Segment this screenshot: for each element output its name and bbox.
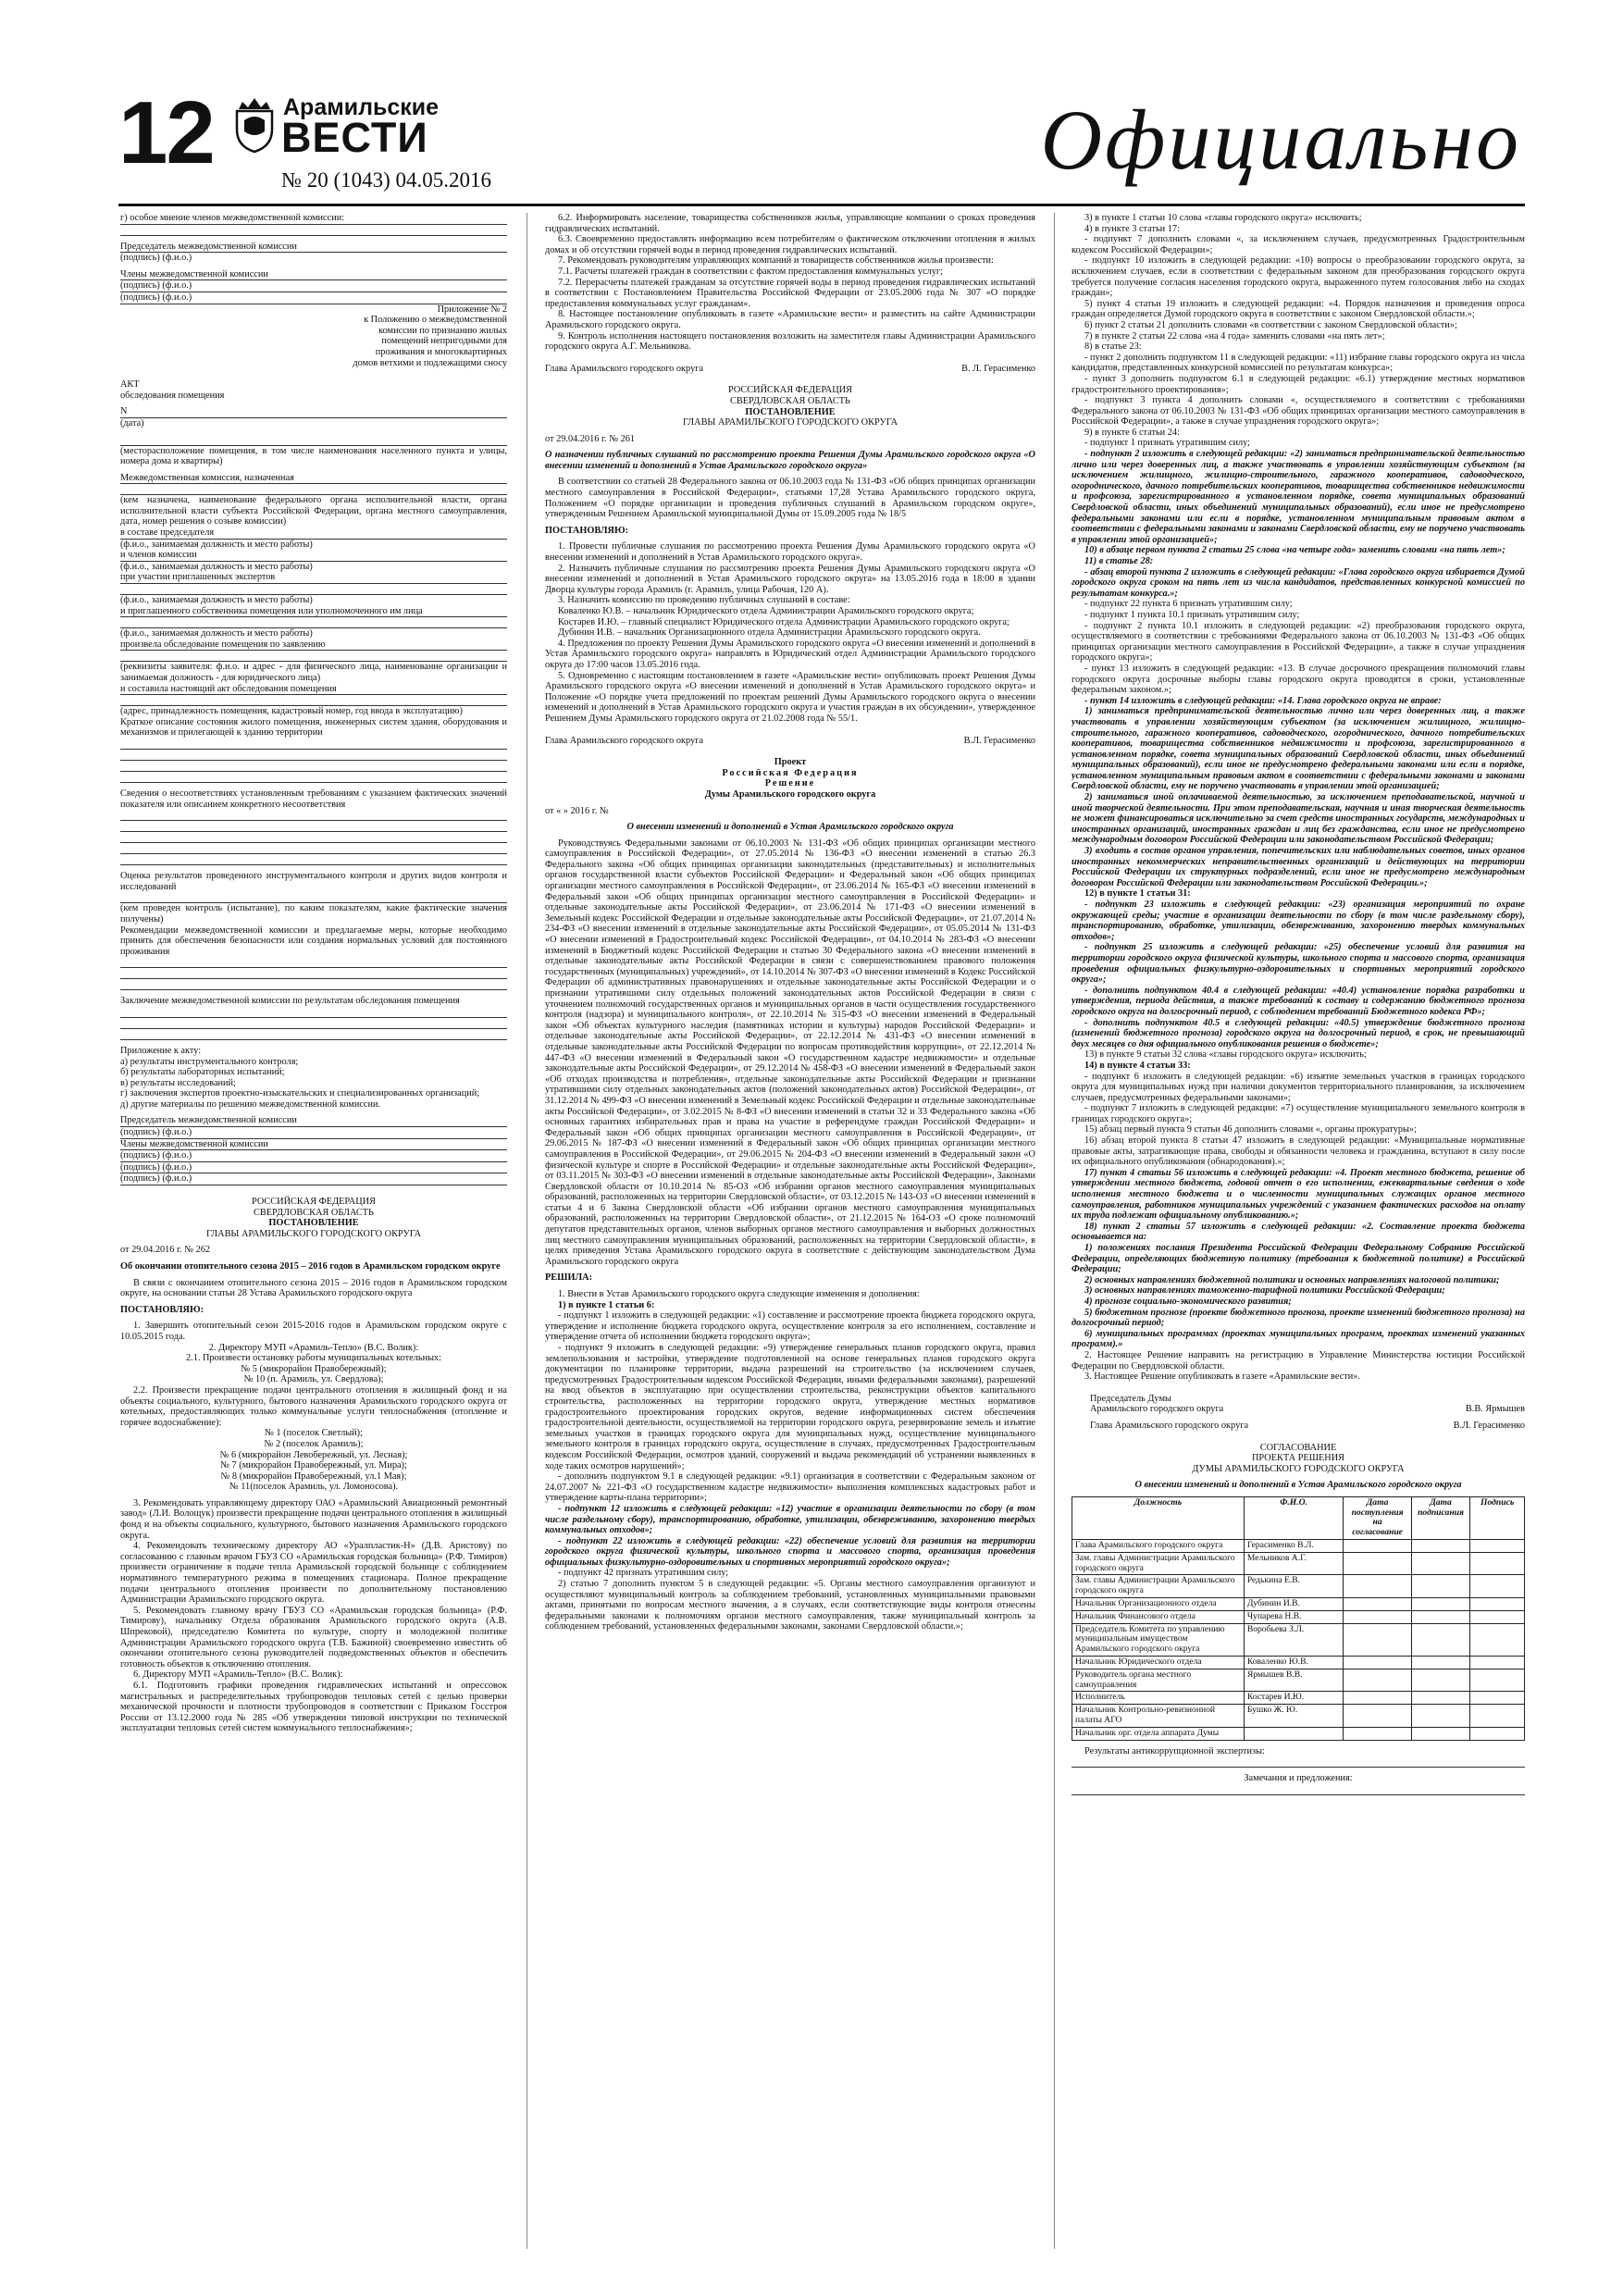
date-received-cell [1344, 1575, 1411, 1598]
header-cell: Подпись [1470, 1496, 1525, 1539]
name-cell: Мельников А.Г. [1244, 1552, 1344, 1575]
position-cell: Зам. главы Администрации Арамильского городского округа [1072, 1552, 1245, 1575]
date-signed-cell [1411, 1669, 1470, 1692]
date-received-cell [1344, 1610, 1411, 1623]
text-line: - пункт 2 дополнить подпунктом 11 в следующей редакции: «11) избрание главы городского округа из числа кандидатов, представленных конкурсной комиссией по результатам конкурса»; [1072, 352, 1525, 374]
text-line: - подпункт 22 пункта 6 признать утратившим силу; [1084, 599, 1293, 610]
table-row [1072, 1692, 1525, 1705]
name-cell: Ярмышев В.В. [1244, 1669, 1344, 1692]
text-line: № 5 (микрорайон Правобережный); [241, 1363, 387, 1374]
text-line: (ф.и.о., занимаемая должность и место работы) [120, 628, 313, 639]
text-line: АКТ [120, 379, 140, 391]
text-line: 15) абзац первый пункта 9 статьи 46 дополнить словами «, органы прокуратуры»; [1084, 1124, 1417, 1136]
form-line [120, 617, 507, 628]
text-line: 2.1. Произвести остановку работы муниципальных котельных: [185, 1353, 442, 1364]
text-line: № 7 (микрорайон Правобережный, ул. Мира); [220, 1460, 407, 1471]
date-received-cell [1344, 1727, 1411, 1740]
date-signed-cell [1411, 1657, 1470, 1669]
date-signed-cell [1411, 1692, 1470, 1705]
brand-name-main: ВЕСТИ [281, 114, 428, 161]
text-line: № 6 (микрорайон Левобережный, ул. Лесная); [219, 1449, 408, 1460]
signature-block [1072, 1404, 1525, 1415]
signature-block [545, 736, 1035, 747]
text-line: Костарев И.Ю. – главный специалист Юридического отдела Администрации Арамильского городского округа; [558, 616, 1010, 627]
form-line [120, 968, 507, 979]
text-line: Думы Арамильского городского округа [704, 788, 876, 800]
text-line: д) другие материалы по решению межведомственной комиссии. [120, 1098, 381, 1110]
text-line: № 2 (поселок Арамиль); [264, 1438, 364, 1449]
form-line [120, 957, 507, 968]
text-line: 7.2. Перерасчеты платежей гражданам за отсутствие горячей воды в период проведения гидравлических испытаний в соответствии с Постановлением Правительства Российской Федерации от 23.05.2006 года № 307 «О порядке предоставления коммунальных услуг гражданам». [545, 277, 1035, 309]
text-line: Председатель Думы [1090, 1393, 1171, 1404]
text-line: 2.2. Произвести прекращение подачи центрального отопления в жилищный фонд и на объекты социального, культурного, бытового назначения Арамильского городского округа от котельных, предоставляющих только коммунальные услуги теплоснабжения (отопление и горячее водоснабжение): [120, 1384, 507, 1428]
text-line: 5) бюджетном прогнозе (проекте бюджетного прогноза, проекте изменений бюджетного прогноза) на долгосрочный период; [1072, 1307, 1525, 1329]
form-line [1072, 1756, 1525, 1768]
text-line: 5. Одновременно с настоящим постановлением в газете «Арамильские вести» опубликовать проект Решения Думы Арамильского городского округа «О внесении изменений и дополнений в Устав Арамильского городского округа» и Положение «О порядке учета предложений по проектам решений Думы Арамильского городского округа о внесении изменений и дополнений в Устав Арамильского городского округа и участия граждан в их обсуждении», утвержденное Решением Думы Арамильского городского округа от 21.02.2008 года № 55/1. [545, 670, 1035, 724]
text-line: СВЕРДЛОВСКАЯ ОБЛАСТЬ [254, 1207, 374, 1218]
table-row [1072, 1657, 1525, 1669]
position-cell: Начальник Контрольно-ревизионной палаты АГО [1072, 1705, 1245, 1728]
date-received-cell [1344, 1692, 1411, 1705]
text-line: Замечания и предложения: [1244, 1773, 1353, 1784]
text-line: Руководствуясь Федеральными законами от 06.10.2003 № 131-ФЗ «Об общих принципах организации местного самоуправления в Российской Федерации», от 27.05.2014 № 136-ФЗ «О внесении изменений в статью 26.3 Федерального закона «Об общих принципах организации законодательных (представительных) и исполнительных органов государственной власти субъектов Российской Федерации» и Федеральный закон «Об общих принципах организации местного самоуправления в Российской Федерации», от 23.06.2014 № 165-ФЗ «О внесении изменений в Федеральный закон «Об общих принципах организации местного самоуправления в Российской Федерации» и отдельные законодательные акты Российской Федерации», от 23.06.2014 № 171-ФЗ «О внесении изменений в Земельный кодекс Российской Федерации и отдельные законодательные акты Российской Федерации», от 21.07.2014 № 234-ФЗ «О внесении изменений в отдельные законодательные акты Российской Федерации», от 05.05.2014 № 131-ФЗ «О внесении изменений в Градостроительный кодекс Российской Федерации», от 04.10.2014 № 283-ФЗ «О внесении изменений в Бюджетный кодекс Российской Федерации и статью 30 Федерального закона «О внесении изменений в отдельные законодательные акты Российской Федерации в связи с совершенствованием правового положения государственных (муниципальных) учреждений», от 14.10.2014 № 307-ФЗ «О внесении изменений в Кодекс Российской Федерации об административных правонарушениях и отдельные законодательные акты Российской Федерации и о признании утратившими силу отдельных положений законодательных актов Российской Федерации в связи с уточнением полномочий государственных органов и муниципальных органов в части осуществления государственного контроля (надзора) и муниципального контроля», от 22.10.2014 № 315-ФЗ «О внесении изменений в Федеральный закон «Об объектах культурного наследия (памятниках истории и культуры) народов Российской Федерации» и отдельные законодательные акты Российской Федерации», от 22.12.2014 № 431-ФЗ «О внесении изменений в отдельные законодательные акты Российской Федерации по вопросам противодействия коррупции», от 22.12.2014 № 447-ФЗ «О внесении изменений в Федеральный закон «О государственном кадастре недвижимости» и отдельные законодательные акты Российской Федерации», от 29.12.2014 № 458-ФЗ «О внесении изменений в Федеральный закон «Об отходах производства и потребления», отдельные законодательные акты Российской Федерации и признании утратившими силу отдельных законодательных актов (положений законодательных актов) Российской Федерации», от 31.12.2014 № 499-ФЗ «О внесении изменений в Земельный кодекс Российской Федерации и отдельные законодательные акты Российской Федерации», от 3.02.2015 № 8-ФЗ «О внесении изменений в статьи 32 и 33 Федерального закона «Об основных гарантиях избирательных прав и права на участие в референдуме граждан Российской Федерации» и Федеральный закон «Об общих принципах организации местного самоуправления в Российской Федерации», от 29.06.2015 № 187-ФЗ «О внесении изменений в Федеральный закон «Об общих принципах организации местного самоуправления в Российской Федерации», от 29.06.2015 № 204-ФЗ «О внесении изменений в Федеральный закон «О физической культуре и спорте в Российской Федерации» и отдельные законодательные акты Российской Федерации», от 03.11.2015 № 303-ФЗ «О внесении изменений в отдельные законодательные акты Российской Федерации», Законами Свердловской области от 10.10.2014 № 85-ОЗ «Об избрании органов местного самоуправления муниципальных образований, расположенных на территории Свердловской области», от 03.12.2015 № 143-ОЗ «О внесении изменений в статьи 4 и 6 Закона Свердловской области «Об избрании органов местного самоуправления муниципальных образований, расположенных на территории Свердловской области», от 21.12.2015 № 164-ОЗ «О сроке полномочий депутатов представительных органов, членов выборных органов местного самоуправления и выборных должностных лиц местного самоуправления муниципальных образований, расположенных на территории Свердловской области», в целях приведения Устава Арамильского городского округа в соответствие с действующим законодательством Дума Арамильского городского округа [545, 838, 1035, 1267]
signature-name: В.Л. Герасименко [963, 735, 1035, 746]
date-received-cell [1344, 1669, 1411, 1692]
text-line: ПОСТАНОВЛЯЮ: [120, 1304, 204, 1315]
form-line [120, 584, 507, 595]
text-line: 13) в пункте 9 статьи 32 слова «главы городского округа» исключить; [1084, 1049, 1367, 1061]
text-line: произвела обследование помещения по заявлению [120, 639, 507, 652]
form-line [120, 854, 507, 865]
text-line: (кем проведен контроль (испытание), по каким показателям, какие фактические значения получены) [120, 903, 507, 925]
position-cell: Глава Арамильского городского округа [1072, 1540, 1245, 1553]
text-line: проживания и многоквартирных [375, 346, 507, 357]
position-cell: Руководитель органа местного самоуправления [1072, 1669, 1245, 1692]
name-cell: Коваленко Ю.В. [1244, 1657, 1344, 1669]
form-line [120, 1018, 507, 1029]
text-line: 1. Внести в Устав Арамильского городского округа следующие изменения и дополнения: [558, 1289, 920, 1300]
text-line: - подпункт 7 дополнить словами «, за исключением случаев, предусмотренных Градостроительным кодексом Российской Федерации»; [1072, 234, 1525, 255]
table-row [1072, 1705, 1525, 1728]
text-line: г) особое мнение членов межведомственной комиссии: [120, 213, 345, 223]
date-received-cell [1344, 1552, 1411, 1575]
text-line: ПОСТАНОВЛЕНИЕ [745, 406, 836, 417]
text-line: Рекомендации межведомственной комиссии и предлагаемые меры, которые необходимо принять для обеспечения безопасности или создания нормальных условий для постоянного проживания [120, 925, 507, 957]
form-line [120, 832, 507, 843]
text-line: (подпись) (ф.и.о.) [120, 1150, 507, 1162]
position-cell: Начальник Финансового отдела [1072, 1610, 1245, 1623]
date-signed-cell [1411, 1552, 1470, 1575]
name-cell: Дубинин И.В. [1244, 1598, 1344, 1611]
text-line: - дополнить подпунктом 40.5 в следующей редакции: «40.5) утверждение бюджетного прогноза (изменений бюджетного прогноза) городского округа на долгосрочный период, в срок, не превышающий двух месяцев со дня официального опубликования решения о бюджете»; [1072, 1017, 1525, 1049]
text-line: г) заключения экспертов проектно-изыскательских и специализированных организаций; [120, 1088, 480, 1099]
text-line: домов ветхими и подлежащими сносу [353, 357, 507, 368]
name-cell [1244, 1727, 1344, 1740]
position-cell: Начальник Юридического отдела [1072, 1657, 1245, 1669]
text-line: к Положению о межведомственной [364, 315, 507, 326]
form-line [120, 213, 507, 225]
signature-block [545, 364, 1035, 375]
signature-title: Глава Арамильского городского округа [1090, 1420, 1249, 1431]
text-line: - подпункт 1 изложить в следующей редакции: «1) составление и рассмотрение проекта бюджета городского округа, утверждение и исполнение бюджета городского округа, осуществление контроля за его исполнением, составление и утверждение отчета об исполнении бюджета городского округа»; [545, 1310, 1035, 1343]
form-line [120, 810, 507, 821]
text-line: (адрес, принадлежность помещения, кадастровый номер, год ввода в эксплуатацию) [120, 706, 463, 717]
text-line: ГЛАВЫ АРАМИЛЬСКОГО ГОРОДСКОГО ОКРУГА [682, 417, 898, 428]
text-line: Краткое описание состояния жилого помещения, инженерных систем здания, оборудования и механизмов и прилегающей к зданию территории [120, 716, 507, 738]
text-line: 1. Завершить отопительный сезон 2015-2016 годов в Арамильском городском округе с 10.05.2015 года. [120, 1321, 507, 1342]
text-line: О внесении изменений и дополнений в Устав Арамильского городского округа [1134, 1480, 1462, 1491]
text-line: (кем назначена, наименование федерального органа исполнительной власти, органа исполнительной власти субъекта Российской Федерации, органа местного самоуправления, дата, номер решения о созыве комиссии) [120, 495, 507, 527]
date-received-cell [1344, 1623, 1411, 1656]
text-line: № 10 (п. Арамиль, ул. Свердлова); [243, 1374, 384, 1385]
date-received-cell [1344, 1705, 1411, 1728]
text-line: РОССИЙСКАЯ ФЕДЕРАЦИЯ [252, 1197, 376, 1208]
signature-cell [1470, 1552, 1525, 1575]
name-cell: Воробьева З.Л. [1244, 1623, 1344, 1656]
text-line: Сведения о несоответствиях установленным требованиям с указанием фактических значений показателя или описанием конкретного несоответствия [120, 788, 507, 810]
table-row [1072, 1540, 1525, 1553]
text-line: № 1 (поселок Светлый); [265, 1428, 363, 1439]
text-line: В соответствии со статьей 28 Федерального закона от 06.10.2003 года № 131-ФЗ «Об общих принципах организации местного самоуправления в Российской Федерации», статьями 17,28 Устава Арамильского городского округа, Положением «О порядке организации и проведения публичных слушаний в Арамильском городском округе», утвержденным Решением Арамильской муниципальной Думы от 15.09.2005 года № 18/5 [545, 477, 1035, 520]
masthead-rule [118, 204, 1525, 206]
text-line: 2. Назначить публичные слушания по рассмотрению проекта Решения Думы Арамильского городского округа «О внесении изменений и дополнений в Устав Арамильского городского округа» на 13.05.2016 года в 18:00 в здании Дворца культуры города Арамиль (г. Арамиль, улица Рабочая, 120 А). [545, 563, 1035, 595]
table-row [1072, 1575, 1525, 1598]
text-line: 2) статью 7 дополнить пунктом 5 в следующей редакции: «5. Органы местного самоуправления организуют и осуществляют муниципальный контроль за соблюдением требований, установленных муниципальными правовыми актами, принятыми по вопросам местного значения, а в случаях, если соответствующие виды контроля отнесены федеральными законами к полномочиям органов местного самоуправления, также муниципальный контроль за соблюдением требований, установленных федеральными законами, законами Свердловской области.»; [545, 1579, 1035, 1632]
signature-cell [1470, 1598, 1525, 1611]
text-line: № 11(поселок Арамиль, ул. Ломоносова). [229, 1482, 399, 1493]
form-line [120, 435, 507, 446]
table-row [1072, 1598, 1525, 1611]
header-cell: Ф.И.О. [1244, 1496, 1344, 1539]
position-cell: Начальник Организационного отдела [1072, 1598, 1245, 1611]
text-line: (подпись) (ф.и.о.) [120, 1173, 507, 1185]
date-signed-cell [1411, 1598, 1470, 1611]
text-line: (дата) [120, 417, 144, 428]
text-line: Результаты антикоррупционной экспертизы: [1084, 1745, 1265, 1756]
signature-cell [1470, 1669, 1525, 1692]
text-line: помещений непригодными для [381, 336, 507, 347]
name-cell: Редькина Е.В. [1244, 1575, 1344, 1598]
date-received-cell [1344, 1598, 1411, 1611]
text-line: 3) основных направлениях таможенно-тарифной политики Российской Федерации; [1084, 1285, 1445, 1297]
text-line: ПОСТАНОВЛЯЮ: [545, 525, 628, 536]
signature-cell [1470, 1540, 1525, 1553]
form-line [120, 821, 507, 832]
text-line: - подпункт 42 признать утратившим силу; [558, 1568, 729, 1579]
date-signed-cell [1411, 1727, 1470, 1740]
text-line: от 29.04.2016 г. № 261 [545, 433, 636, 444]
text-line: 16) абзац второй пункта 8 статьи 47 изложить в следующей редакции: «Муниципальные нормативные правовые акты, затрагивающие права, свободы и обязанности человека и гражданина, вступают в силу после их официального опубликования (обнародования).»; [1072, 1136, 1525, 1168]
column-3 [1072, 213, 1525, 2258]
form-line [120, 750, 507, 761]
header-cell: Дата поступления на согласование [1344, 1496, 1411, 1539]
text-line: (подпись) (ф.и.о.) [120, 253, 192, 264]
text-line: 6. Директору МУП «Арамиль-Тепло» (В.С. Волик): [133, 1669, 343, 1681]
form-line [120, 695, 507, 706]
name-cell: Костарев И.Ю. [1244, 1692, 1344, 1705]
date-received-cell [1344, 1657, 1411, 1669]
text-line: N [120, 406, 507, 418]
text-line: 8. Настоящее постановление опубликовать в газете «Арамильские вести» и разместить на сайте Администрации Арамильского городского округа. [545, 309, 1035, 330]
text-line: Председатель межведомственной комиссии [120, 242, 507, 254]
text-line: Межведомственная комиссия, назначенная [120, 473, 507, 485]
form-line [120, 1007, 507, 1018]
text-line: 2) заниматься иной оплачиваемой деятельностью, за исключением преподавательской, научной и иной творческой деятельности. При этом преподавательская, научная и иная творческая деятельность не может финансироваться исключительно за счет средств иностранных государств, международных и иностранных организаций, иностранных граждан и лиц без гражданства, если иное не предусмотрено международным договором Российской Федерации или законодательством Российской Федерации; [1072, 792, 1525, 846]
text-line: (ф.и.о., занимаемая должность и место работы) [120, 595, 313, 606]
table-row [1072, 1727, 1525, 1740]
text-line: Коваленко Ю.В. – начальник Юридического отдела Администрации Арамильского городского округа; [558, 606, 974, 616]
text-line: обследования помещения [120, 390, 225, 401]
text-line: - подпункт 2 изложить в следующей редакции: «2) заниматься предпринимательской деятельностью лично или через доверенных лиц, а также участвовать в управлении хозяйствующим субъектом (за исключением жилищного, жилищно-строительного, гаражного кооперативов, садоводческого, огороднического, дачного потребительских кооперативов, товарищества собственников недвижимости и профсоюза, зарегистрированного в установленном порядке, совета муниципальных образований Свердловской области, иных объединений муниципальных образований), если иное не предусмотрено федеральными законами или если в порядке, установленном муниципальным правовым актом в соответствии с федеральными законами и законами Свердловской области, ему не поручено участвовать в управлении этой организацией»; [1072, 449, 1525, 545]
signature-name: В. Л. Герасименко [961, 363, 1035, 374]
signature-title: Глава Арамильского городского округа [545, 363, 704, 374]
form-line [120, 225, 507, 236]
form-line [120, 892, 507, 903]
text-line: Председатель межведомственной комиссии [120, 1115, 507, 1127]
signature-name: В.Л. Герасименко [1453, 1420, 1525, 1431]
text-line: Члены межведомственной комиссии [120, 1139, 507, 1151]
signature-cell [1470, 1692, 1525, 1705]
form-line [120, 1029, 507, 1040]
approval-table [1072, 1496, 1525, 1741]
text-line: 2. Директору МУП «Арамиль-Тепло» (В.С. Волик): [208, 1342, 419, 1353]
text-line: 3. Назначить комиссию по проведению публичных слушаний в составе: [558, 595, 850, 606]
text-line: 1. Провести публичные слушания по рассмотрению проекта Решения Думы Арамильского городского округа «О внесении изменений и дополнений в Устав Арамильского городского округа». [545, 541, 1035, 564]
text-line: - подпункт 3 пункта 4 дополнить словами «, осуществляемого в соответствии с требованиями Федерального закона от 06.10.2003 № 131-ФЗ «Об общих принципах организации местного самоуправления в Российской Федерации», а также в случае упразднения городского округа»; [1072, 395, 1525, 428]
text-line: (ф.и.о., занимаемая должность и место работы) [120, 539, 313, 550]
text-line: - подпункт 1 признать утратившим силу; [1084, 438, 1250, 449]
date-signed-cell [1411, 1623, 1470, 1656]
text-line: - подпункт 2 пункта 10.1 изложить в следующей редакции: «2) преобразования городского округа, осуществляемого в соответствии с требованиями Федерального закона от 06.10.2003 № 131-ФЗ «Об общих принципах организации местного самоуправления в Российской Федерации», а также в случае упразднения городского округа»; [1072, 620, 1525, 664]
text-line: - дополнить подпунктом 40.4 в следующей редакции: «40.4) установление порядка разработки и утверждения, периода действия, а также требований к составу и содержанию бюджетного прогноза городского округа на долгосрочный период, с соблюдением требований Бюджетного кодекса РФ»; [1072, 985, 1525, 1017]
table-row [1072, 1669, 1525, 1692]
text-line: № 8 (микрорайон Правобережный, ул.1 Мая); [220, 1471, 407, 1482]
coat-of-arms-icon [233, 93, 276, 154]
name-cell: Чупарева Н.В. [1244, 1610, 1344, 1623]
text-line: Члены межведомственной комиссии [120, 269, 507, 281]
text-line: ПОСТАНОВЛЕНИЕ [268, 1218, 359, 1229]
text-line: 8) в статье 23: [1084, 341, 1142, 353]
text-line: 6) муниципальных программах (проектах муниципальных программ, проектах изменений указанных программ).» [1072, 1328, 1525, 1350]
text-line: - пункт 14 изложить в следующей редакции: «14. Глава городского округа не вправе: [1084, 695, 1442, 706]
text-line: СОГЛАСОВАНИЕ [1259, 1442, 1337, 1453]
text-line: (месторасположение помещения, в том числе наименования населенного пункта и улицы, номера дома и квартиры) [120, 445, 507, 467]
text-line: ПРОЕКТА РЕШЕНИЯ [1251, 1453, 1345, 1464]
date-signed-cell [1411, 1540, 1470, 1553]
text-line: СВЕРДЛОВСКАЯ ОБЛАСТЬ [730, 395, 850, 406]
signature-cell [1470, 1727, 1525, 1740]
text-line: - подпункт 9 изложить в следующей редакции: «9) утверждение генеральных планов городского округа, правил землепользования и застройки, утверждение подготовленной на основе генеральных планов городского округа документации по планировке территории, выдача разрешений на строительство (за исключением случаев, предусмотренных Градостроительным кодексом Российской Федерации, иными федеральными законами), разрешений на ввод объектов в эксплуатацию при осуществлении строительства, реконструкции объектов капитального строительства, расположенных на территории городского округа, утверждение местных нормативов градостроительного проектирования городских округов, ведение информационных систем обеспечения градостроительной деятельности, осуществляемой на территории городского округа, резервирование земель и изъятие земельных участков в границах городского округа для муниципальных нужд, осуществление муниципального земельного контроля в границах городского округа, осуществление в случаях, предусмотренных Градостроительным кодексом Российской Федерации, осмотров зданий, сооружений и выдача рекомендаций об устранении выявленных в ходе таких осмотров нарушений»; [545, 1343, 1035, 1471]
form-line [120, 843, 507, 854]
text-line: - пункт 3 дополнить подпунктом 6.1 в следующей редакции: «6.1) утверждение местных нормативов градостроительного проектирования»; [1072, 373, 1525, 395]
text-line: - подпункт 1 пункта 10.1 признать утратившим силу; [1084, 609, 1300, 620]
text-line: 3. Настоящее Решение опубликовать в газете «Арамильские вести». [1084, 1371, 1360, 1383]
text-line: Заключение межведомственной комиссии по результатам обследования помещения [120, 996, 460, 1007]
text-line: Оценка результатов проведенного инструментального контроля и других видов контроля и исследований [120, 871, 507, 892]
signature-cell [1470, 1610, 1525, 1623]
text-line: - подпункт 6 изложить в следующей редакции: «6) изъятие земельных участков в границах городского округа для муниципальных нужд при наличии документов территориального планирования, за исключением случаев, предусмотренных федеральными законами»; [1072, 1071, 1525, 1103]
text-line: и составила настоящий акт обследования помещения [120, 684, 507, 696]
text-line: Приложение № 2 [437, 304, 507, 315]
form-line [120, 772, 507, 783]
text-line: 3. Рекомендовать управляющему директору ОАО «Арамильский Авиационный ремонтный завод» (Л.И. Волощук) произвести прекращение подачи центрального отопления в жилищный фонд и на объекты социального, культурного, бытового назначения Арамильского городского округа. [120, 1497, 507, 1541]
column-divider [1054, 213, 1055, 2249]
text-line: 4. Предложения по проекту Решения Думы Арамильского городского округа «О внесении изменений и дополнений в Устав Арамильского городского округа» направлять в Юридический отдел Администрации Арамильского городского округа до 17:00 часов 13.05.2016 года. [545, 638, 1035, 670]
text-line: Приложение к акту: [120, 1045, 202, 1056]
text-line: от 29.04.2016 г. № 262 [120, 1245, 211, 1256]
table-row [1072, 1623, 1525, 1656]
position-cell: Зам. главы Администрации Арамильского городского округа [1072, 1575, 1245, 1598]
signature-cell [1470, 1705, 1525, 1728]
text-line: Российская Федерация [722, 767, 859, 778]
text-line: - абзац второй пункта 2 изложить в следующей редакции: «Глава городского округа избирается Думой городского округа сроком на пять лет из числа кандидатов, представленных конкурсной комиссией по результатам конкурса.»; [1072, 566, 1525, 599]
text-line: 9) в пункте 6 статьи 24: [1084, 427, 1180, 438]
text-line: 18) пункт 2 статьи 57 изложить в следующей редакции: «2. Составление проекта бюджета основывается на: [1072, 1221, 1525, 1243]
date-received-cell [1344, 1540, 1411, 1553]
text-line: 2) основных направлениях бюджетной политики и основных направлениях налоговой политики; [1084, 1274, 1500, 1285]
text-line: Решение [764, 778, 816, 789]
form-line [120, 738, 507, 750]
text-line: РЕШИЛА: [545, 1272, 593, 1284]
text-line: - подпункт 12 изложить в следующей редакции: «12) участие в организации деятельности по сбору (в том числе раздельному сбору), транспортированию, обработке, утилизации, обезвреживанию, захоронению твердых коммунальных отходов»; [545, 1503, 1035, 1536]
text-line: 4. Рекомендовать техническому директору АО «Уралпластик-Н» (Д.В. Аристову) по согласованию с главным врачом ГБУЗ СО «Арамильская городская больница» (Р.Ф. Тимиров) произвести ограничение в подаче тепла Арамильской городской больнице с соблюдением нормативного температурного режима в помещениях стационара. Полное прекращение подачи центрального отопления произвести по дополнительному постановлению Администрации Арамильского городского округа. [120, 1541, 507, 1606]
text-line: 1) положениях послания Президента Российской Федерации Федеральному Собранию Российской Федерации, определяющих бюджетную политику (требования к бюджетной политике) в Российской Федерации; [1072, 1243, 1525, 1275]
table-row [1072, 1610, 1525, 1623]
issue-number-date: № 20 (1043) 04.05.2016 [281, 168, 492, 192]
text-line: (подпись) (ф.и.о.) [120, 1127, 507, 1139]
table-row [1072, 1552, 1525, 1575]
approval-table-header [1072, 1496, 1525, 1539]
text-line: 4) в пункте 3 статьи 17: [1084, 223, 1180, 234]
form-line [120, 979, 507, 990]
signature-name: В.В. Ярмышев [1465, 1404, 1525, 1415]
text-line: 9. Контроль исполнения настоящего постановления возложить на заместителя главы Администрации Арамильского городского округа А.Г. Мельникова. [545, 330, 1035, 353]
text-line: 17) пункт 4 статьи 56 изложить в следующей редакции: «4. Проект местного бюджета, решение об утверждении местного бюджета, годовой отчет о его исполнении, ежеквартальные сведения о ходе исполнения местного бюджета и о численности муниципальных служащих органов местного самоуправления, работников муниципальных учреждений с указанием фактических расходов на оплату их труда подлежат официальному опубликованию.»; [1072, 1167, 1525, 1222]
header-cell: Должность [1072, 1496, 1245, 1539]
position-cell: Председатель Комитета по управлению муниципальным имуществом Арамильского городского округа [1072, 1623, 1245, 1656]
text-line: (подпись) (ф.и.о.) [120, 280, 507, 292]
text-line: а) результаты инструментального контроля; [120, 1056, 299, 1067]
text-line: - подпункт 7 изложить в следующей редакции: «7) осуществление муниципального земельного контроля в границах городского округа»; [1072, 1103, 1525, 1124]
text-line: Дубинин И.В. – начальник Организационного отдела Администрации Арамильского городского округа. [558, 627, 981, 639]
text-line: 4) прогнозе социально-экономического развития; [1084, 1296, 1292, 1307]
text-line: 5. Рекомендовать главному врачу ГБУЗ СО «Арамильская городская больница» (Р.Ф. Тимирову), начальнику Отдела образования Арамильского городского округа (А.В. Шпрековой), председателю Комитета по культуре, спорту и молодежной политике Администрации Арамильского городского округа (Т.В. Бажиной) своевременно известить об окончании отопительного сезона руководителей подведомственных объектов и обеспечить готовность объектов к отключению отопления. [120, 1605, 507, 1669]
date-signed-cell [1411, 1705, 1470, 1728]
text-line: от « » 2016 г. № [545, 805, 609, 816]
text-line: 6.3. Своевременно предоставлять информацию всем потребителям о фактическом отключении отопления в жилых домах и об отсутствии горячей воды в период проведения гидравлических испытаний. [545, 234, 1035, 255]
signature-cell [1470, 1657, 1525, 1669]
signature-title: Глава Арамильского городского округа [545, 735, 704, 746]
name-cell: Бушко Ж. Ю. [1244, 1705, 1344, 1728]
text-line: - подпункт 25 изложить в следующей редакции: «25) обеспечение условий для развития на территории городского округа физической культуры, школьного спорта и массового спорта, организация проведения официальных физкультурно-оздоровительных и спортивных мероприятий городского округа»; [1072, 942, 1525, 986]
text-line: 6) пункт 2 статьи 21 дополнить словами «в соответствии с законом Свердловской области»; [1084, 319, 1457, 330]
text-line: и членов комиссии [120, 550, 507, 562]
column-2 [545, 213, 1035, 2258]
masthead [118, 83, 1525, 202]
text-line: 3) в пункте 1 статьи 10 слова «главы городского округа» исключить; [1084, 213, 1362, 223]
column-1 [120, 213, 507, 2258]
header-cell: Дата подписания [1411, 1496, 1470, 1539]
text-line: 6.1. Подготовить графики проведения гидравлических испытаний и опрессовок магистральных и распределительных трубопроводов тепловых сетей с целью проверки механической прочности и плотности трубопроводов в соответствии с Приказом Госстроя России от 13.12.2000 года № 285 «Об утверждении типовой инструкции по технической эксплуатации тепловых сетей систем коммунального теплоснабжения»; [120, 1680, 507, 1734]
section-title: Официально [1040, 93, 1521, 187]
name-cell: Герасименко В.Л. [1244, 1540, 1344, 1553]
date-signed-cell [1411, 1610, 1470, 1623]
text-line: 1) заниматься предпринимательской деятельностью лично или через доверенных лиц, а также участвовать в управлении хозяйствующим субъектом (за исключением жилищного, жилищно-строительного, гаражного кооперативов, садоводческого, огороднического, дачного потребительских кооперативов, товарищества собственников недвижимости и профсоюза, зарегистрированного в установленном порядке, совета муниципальных образований Свердловской области, иных объединений муниципальных образований), если иное не предусмотрено федеральными законами или если в порядке, установленном муниципальным правовым актом в соответствии с федеральными законами и законами Свердловской области, ему не поручено участвовать в управлении этой организацией; [1072, 706, 1525, 792]
text-line: б) результаты лабораторных испытаний; [120, 1067, 285, 1078]
text-line: 1) в пункте 1 статьи 6: [558, 1299, 655, 1310]
text-line: 7.1. Расчеты платежей граждан в соответствии с фактом предоставления коммунальных услуг; [558, 266, 944, 277]
text-line: (подпись) (ф.и.о.) [120, 1162, 507, 1174]
text-line: (подпись) (ф.и.о.) [120, 292, 507, 304]
text-line: О назначении публичных слушаний по рассмотрению проекта Решения Думы Арамильского городского округа «О внесении изменений и дополнений в Устав Арамильского городского округа» [545, 450, 1035, 471]
text-line: 12) в пункте 1 статьи 31: [1084, 888, 1191, 900]
text-line: 11) в статье 28: [1084, 556, 1154, 566]
form-line [120, 484, 507, 495]
form-line [1072, 1784, 1525, 1795]
page-number: 12 [118, 83, 214, 182]
text-line: 7) в пункте 2 статьи 22 слова «на 4 года» заменить словами «на пять лет»; [1084, 330, 1385, 341]
text-line: - дополнить подпунктом 9.1 в следующей редакции: «9.1) организация в соответствии с Федеральным законом от 24.07.2007 № 221-ФЗ «О государственном кадастре недвижимости» выполнения комплексных кадастровых работ и утверждение карты-плана территории»; [545, 1471, 1035, 1504]
brand-name-top: Арамильские [283, 94, 440, 120]
text-line: Проект [774, 757, 807, 768]
text-line: - подпункт 10 изложить в следующей редакции: «10) вопросы о преобразовании городского округа, за исключением случаев, если в соответствии с федеральным законом для преобразования городского округа требуется получение согласия населения городского округа, выраженного путем голосования либо на сходах граждан»; [1072, 255, 1525, 299]
position-cell: Начальник орг. отдела аппарата Думы [1072, 1727, 1245, 1740]
date-signed-cell [1411, 1575, 1470, 1598]
text-line: Об окончании отопительного сезона 2015 – 2016 годов в Арамильском городском округе [120, 1261, 501, 1272]
text-line: 3) входить в состав органов управления, попечительских или наблюдательных советов, иных органов иностранных некоммерческих неправительственных организаций и действующих на территории Российской Федерации их структурных подразделений, если иное не предусмотрено международным договором Российской Федерации или законодательством Российской Федерации.»; [1072, 846, 1525, 888]
signature-title: Арамильского городского округа [1090, 1404, 1224, 1415]
text-line: 14) в пункте 4 статьи 33: [1084, 1060, 1191, 1071]
text-line: В связи с окончанием отопительного сезона 2015 – 2016 годов в Арамильском городском округе, на основании статьи 28 Устава Арамильского городского округа [120, 1277, 507, 1299]
text-line: О внесении изменений и дополнений в Устав Арамильского городского округа [626, 822, 954, 833]
text-line: - пункт 13 изложить в следующей редакции: «13. В случае досрочного прекращения полномочий главы городского округа досрочные выборы главы городского округа проводятся в сроки, установленные федеральным законом.»; [1072, 663, 1525, 696]
signature-block [1072, 1421, 1525, 1432]
text-line: - подпункт 22 изложить в следующей редакции: «22) обеспечение условий для развития на территории городского округа физической культуры, школьного спорта и массового спорта, организация проведения официальных физкультурно-оздоровительных и спортивных мероприятий городского округа»; [545, 1535, 1035, 1568]
text-line: - подпункт 23 изложить в следующей редакции: «23) организация мероприятий по охране окружающей среды; участие в организации деятельности по сбору (в том числе раздельному сбору), транспортированию, обработке, утилизации, обезвреживанию, захоронению твердых коммунальных отходов»; [1072, 900, 1525, 942]
text-line: ДУМЫ АРАМИЛЬСКОГО ГОРОДСКОГО ОКРУГА [1192, 1463, 1405, 1474]
form-line [120, 651, 507, 662]
text-line: 6.2. Информировать население, товарищества собственников жилья, управляющие компании о сроках проведения гидравлических испытаний. [545, 213, 1035, 234]
text-line: ГЛАВЫ АРАМИЛЬСКОГО ГОРОДСКОГО ОКРУГА [205, 1228, 422, 1239]
text-line: (реквизиты заявителя: ф.и.о. и адрес - для физического лица, наименование организации и занимаемая должность - для юридического лица) [120, 662, 507, 683]
text-line: 5) пункт 4 статьи 19 изложить в следующей редакции: «4. Порядок назначения и проведения опроса граждан определяется Думой городского округа в соответствии с законом Свердловской области.»; [1072, 298, 1525, 320]
text-line: в) результаты исследований; [120, 1077, 236, 1088]
text-line: при участии приглашенных экспертов [120, 572, 507, 584]
position-cell: Исполнитель [1072, 1692, 1245, 1705]
text-line: и приглашенного собственника помещения или уполномоченного им лица [120, 606, 507, 618]
text-line: РОССИЙСКАЯ ФЕДЕРАЦИЯ [728, 385, 852, 396]
form-line [120, 761, 507, 772]
text-line: 2. Настоящее Решение направить на регистрацию в Управление Министерства юстиции Российской Федерации по Свердловской области. [1072, 1349, 1525, 1371]
text-line: комиссии по признанию жилых [378, 325, 507, 336]
signature-cell [1470, 1575, 1525, 1598]
signature-cell [1470, 1623, 1525, 1656]
text-line: 10) в абзаце первом пункта 2 статьи 25 слова «на четыре года» заменить словами «на пять лет»; [1084, 545, 1505, 556]
text-line: 7. Рекомендовать руководителям управляющих компаний и товариществ собственников жилья произвести: [558, 255, 994, 267]
text-line: (ф.и.о., занимаемая должность и место работы) [120, 561, 313, 572]
text-line: в составе председателя [120, 527, 507, 540]
